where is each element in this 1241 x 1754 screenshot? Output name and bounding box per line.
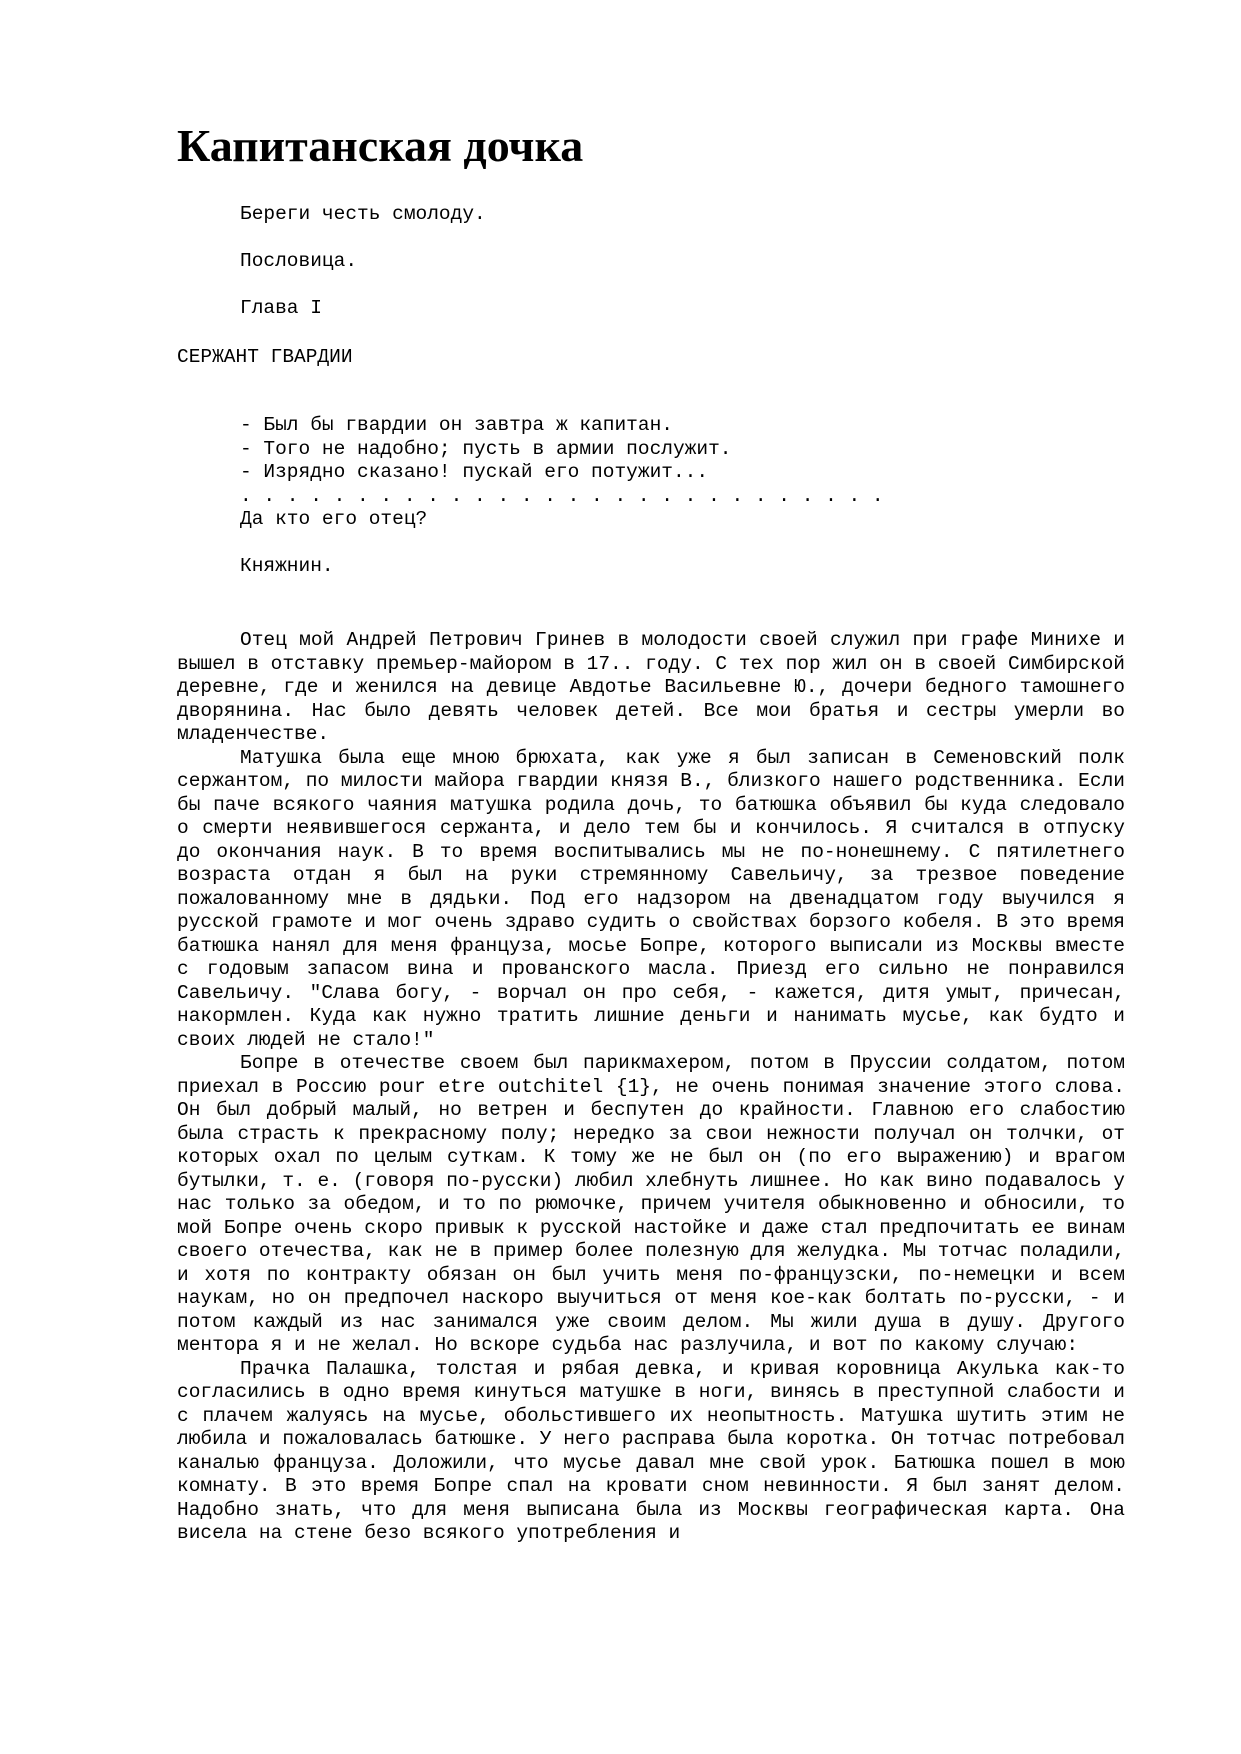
chapter-number: Глава I xyxy=(240,297,322,319)
main-epigraph-source: Пословица. xyxy=(240,250,358,272)
epigraph-ellipsis-line: . . . . . . . . . . . . . . . . . . . . . . . . . . . . xyxy=(240,484,884,507)
paragraph: Бопре в отечестве своем был парикмахером, потом в Пруссии солдатом, потом приехал в Россию pour etre outchitel {1}, не очень понимая значение этого слова. Он был добрый малый, но ветрен и беспутен до крайности. Главною его слабостию была страсть к прекрасному полу; нередко за свои нежности получал он толчки, от которых охал по целым суткам. К тому же не был он (по его выражению) и врагом бутылки, т. е. (говоря по-русски) любил хлебнуть лишнее. Но как вино подавалось у нас только за обедом, и то по рюмочке, причем учителя обыкновенно и обносили, то мой Бопре очень скоро привык к русской настойке и даже стал предпочитать ее винам своего отечества, как не в пример более полезную для желудка. Мы тотчас поладили, и хотя по контракту обязан он был учить меня по-французски, по-немецки и всем наукам, но он предпочел наскоро выучиться от меня кое-как болтать по-русски, - и потом каждый из нас занимался уже своим делом. Мы жили душа в душу. Другого ментора я и не желал. Но вскоре судьба нас разлучила, и вот по какому случаю: xyxy=(177,1052,1125,1356)
chapter-title: СЕРЖАНТ ГВАРДИИ xyxy=(177,346,353,368)
book-title: Капитанская дочка xyxy=(177,120,584,171)
paragraph: Матушка была еще мною брюхата, как уже я был записан в Семеновский полк сержантом, по милости майора гвардии князя В., близкого нашего родственника. Если бы паче всякого чаяния матушка родила дочь, то батюшка объявил бы куда следовало о смерти неявившегося сержанта, и дело тем бы и кончилось. Я считался в отпуску до окончания наук. В то время воспитывались мы не по-нонешнему. С пятилетнего возраста отдан я был на руки стремянному Савельичу, за трезвое поведение пожалованному мне в дядьки. Под его надзором на двенадцатом году выучился я русской грамоте и мог очень здраво судить о свойствах борзого кобеля. В это время батюшка нанял для меня француза, мосье Бопре, которого выписали из Москвы вместе с годовым запасом вина и прованского масла. Приезд его сильно не понравился Савельичу. "Слава богу, - ворчал он про себя, - кажется, дитя умыт, причесан, накормлен. Куда как нужно тратить лишние деньги и нанимать мусье, как будто и своих людей не стало!" xyxy=(177,746,1125,1051)
epigraph-line: Да кто его отец? xyxy=(240,508,428,530)
epigraph-line: - Изрядно сказано! пускай его потужит... xyxy=(240,461,709,483)
epigraph-author: Княжнин. xyxy=(240,555,334,577)
epigraph-line: - Был бы гвардии он завтра ж капитан. xyxy=(240,414,673,436)
chapter-body xyxy=(177,629,1125,1546)
paragraph: Прачка Палашка, толстая и рябая девка, и кривая коровница Акулька как-то согласились в одно время кинуться матушке в ноги, винясь в преступной слабости и с плачем жалуясь на мусье, обольстившего их неопытность. Матушка шутить этим не любила и пожаловалась батюшке. У него расправа была коротка. Он тотчас потребовал каналью француза. Доложили, что мусье давал мне свой урок. Батюшка пошел в мою комнату. В это время Бопре спал на кровати сном невинности. Я был занят делом. Надобно знать, что для меня выписана была из Москвы географическая карта. Она висела на стене безо всякого употребления и xyxy=(177,1357,1125,1544)
main-epigraph-text: Береги честь смолоду. xyxy=(240,203,486,225)
epigraph-line: - Того не надобно; пусть в армии послужит. xyxy=(240,437,732,460)
paragraph: Отец мой Андрей Петрович Гринев в молодости своей служил при графе Минихе и вышел в отставку премьер-майором в 17.. году. С тех пор жил он в своей Симбирской деревне, где и женился на девице Авдотье Васильевне Ю., дочери бедного тамошнего дворянина. Нас было девять человек детей. Все мои братья и сестры умерли во младенчестве. xyxy=(177,629,1125,745)
